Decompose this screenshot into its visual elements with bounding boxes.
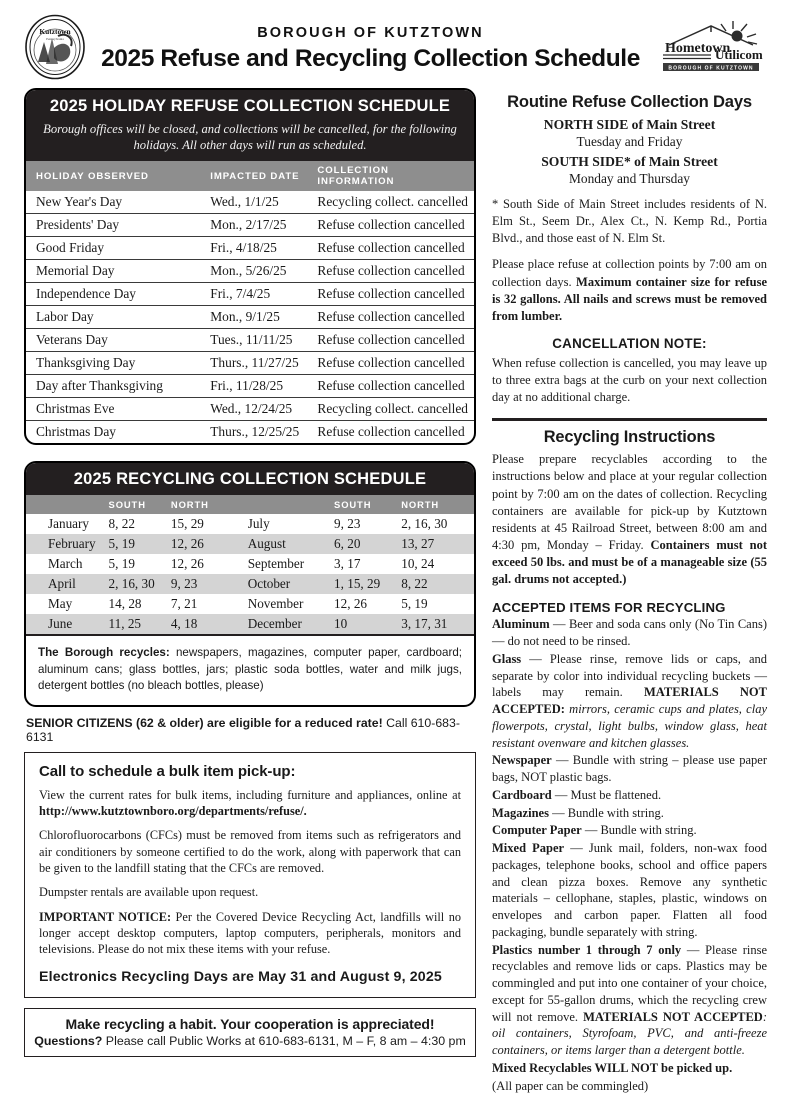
south-cell: 8, 22 (105, 514, 167, 534)
svg-text:Hometown: Hometown (665, 41, 731, 56)
south-side-label: SOUTH SIDE* of Main Street (492, 154, 767, 170)
recycling-panel-title: 2025 RECYCLING COLLECTION SCHEDULE (36, 470, 464, 489)
page-header (24, 8, 767, 86)
item-label: Cardboard (492, 788, 552, 802)
month-cell: November (244, 594, 330, 614)
bulk-pickup-title: Call to schedule a bulk item pick-up: (39, 763, 461, 780)
accepted-item-plastics (492, 942, 767, 1059)
holiday-date: Tues., 11/11/25 (200, 329, 307, 352)
table-row (26, 534, 474, 554)
hometown-utilicom-logo-icon (655, 19, 767, 75)
north-side-days: Tuesday and Friday (492, 134, 767, 150)
holiday-info: Refuse collection cancelled (307, 260, 474, 283)
holiday-table-body (26, 191, 474, 443)
accepted-items-heading: ACCEPTED ITEMS FOR RECYCLING (492, 600, 767, 615)
recycling-col-north-2: NORTH (397, 495, 474, 514)
holiday-name: Labor Day (26, 306, 200, 329)
table-row (26, 352, 474, 375)
holiday-info: Refuse collection cancelled (307, 306, 474, 329)
item-text: — Must be flattened. (552, 788, 661, 802)
holiday-info: Refuse collection cancelled (307, 237, 474, 260)
holiday-date: Fri., 7/4/25 (200, 283, 307, 306)
senior-bold-text: SENIOR CITIZENS (62 & older) are eligible for a reduced rate! (26, 716, 383, 730)
holiday-panel-header (26, 90, 474, 161)
accepted-item-cardboard (492, 787, 767, 804)
holiday-table (26, 161, 474, 443)
month-cell: January (26, 514, 105, 534)
month-cell: October (244, 574, 330, 594)
important-notice-label: IMPORTANT NOTICE: (39, 910, 171, 924)
north-cell: 12, 26 (167, 534, 244, 554)
holiday-col-info: COLLECTION INFORMATION (307, 161, 474, 191)
footer-questions-label: Questions? (34, 1034, 102, 1048)
table-row (26, 237, 474, 260)
month-cell: March (26, 554, 105, 574)
holiday-info: Refuse collection cancelled (307, 214, 474, 237)
holiday-name: New Year's Day (26, 191, 200, 214)
footer-questions-text: Please call Public Works at 610-683-6131, M – F, 8 am – 4:30 pm (102, 1034, 465, 1048)
holiday-info: Refuse collection cancelled (307, 421, 474, 444)
recycling-instructions-heading: Recycling Instructions (492, 428, 767, 447)
north-cell: 15, 29 (167, 514, 244, 534)
item-label: Newspaper (492, 753, 552, 767)
item-label: Mixed Paper (492, 841, 564, 855)
svg-text:Pennsylvania: Pennsylvania (46, 37, 64, 41)
south-cell: 14, 28 (105, 594, 167, 614)
holiday-date: Fri., 4/18/25 (200, 237, 307, 260)
recycling-panel-header (26, 463, 474, 495)
south-cell: 12, 26 (330, 594, 397, 614)
holiday-name: Day after Thanksgiving (26, 375, 200, 398)
month-cell: December (244, 614, 330, 634)
borough-seal-icon (24, 14, 86, 80)
recycling-note (26, 634, 474, 704)
holiday-name: Independence Day (26, 283, 200, 306)
holiday-schedule-panel (24, 88, 476, 445)
recycling-col-south-1: SOUTH (105, 495, 167, 514)
holiday-date: Mon., 9/1/25 (200, 306, 307, 329)
south-cell: 3, 17 (330, 554, 397, 574)
bulk-rates-url[interactable]: http://www.kutztownboro.org/departments/refuse/. (39, 804, 307, 818)
svg-text:Utilicom: Utilicom (715, 47, 763, 62)
mixed-recyclables-bold: Mixed Recyclables WILL NOT be picked up. (492, 1061, 732, 1075)
north-cell: 8, 22 (397, 574, 474, 594)
holiday-info: Recycling collect. cancelled (307, 398, 474, 421)
item-text: — Bundle with string. (549, 806, 664, 820)
south-cell: 6, 20 (330, 534, 397, 554)
electronics-recycling-days: Electronics Recycling Days are May 31 and August 9, 2025 (39, 969, 461, 985)
table-row (26, 191, 474, 214)
logo-subtitle: BOROUGH OF KUTZTOWN (668, 65, 753, 71)
accepted-item-aluminum (492, 616, 767, 650)
table-row (26, 594, 474, 614)
north-cell: 10, 24 (397, 554, 474, 574)
table-row (26, 306, 474, 329)
holiday-name: Christmas Eve (26, 398, 200, 421)
holiday-col-date: IMPACTED DATE (200, 161, 307, 191)
north-cell: 13, 27 (397, 534, 474, 554)
holiday-name: Good Friday (26, 237, 200, 260)
south-cell: 10 (330, 614, 397, 634)
section-divider (492, 418, 767, 421)
refuse-placement-paragraph (492, 256, 767, 325)
refuse-placement-text: Please place refuse at collection points by 7:00 am on collection days. (492, 257, 767, 288)
month-cell: July (244, 514, 330, 534)
important-notice-text: Per the Covered Device Recycling Act, landfills will no longer accept desktop computers, laptop computers, peripherals, monitors and televisions. Please do not mix these items with your refuse. (39, 910, 461, 957)
table-row (26, 514, 474, 534)
table-row (26, 214, 474, 237)
recycling-schedule-panel (24, 461, 476, 706)
north-cell: 7, 21 (167, 594, 244, 614)
accepted-item-mixed-paper (492, 840, 767, 941)
south-side-days: Monday and Thursday (492, 171, 767, 187)
holiday-date: Mon., 2/17/25 (200, 214, 307, 237)
table-row (26, 614, 474, 634)
senior-citizens-notice (26, 716, 476, 744)
north-cell: 4, 18 (167, 614, 244, 634)
accepted-item-computer-paper (492, 822, 767, 839)
table-row (26, 260, 474, 283)
recycling-table-body (26, 514, 474, 634)
item-text: — Bundle with string – please use paper bags, NOT plastic bags. (492, 753, 767, 784)
item-not-accepted-label: MATERIALS NOT ACCEPTED (583, 1010, 763, 1024)
recycling-table (26, 495, 474, 634)
table-row (26, 398, 474, 421)
item-label: Computer Paper (492, 823, 582, 837)
bulk-rates-text: View the current rates for bulk items, including furniture and appliances, online at (39, 788, 461, 802)
footer-box (24, 1008, 476, 1057)
refuse-placement-bold: Maximum container size for refuse is 32 gallons. All nails and screws must be removed from lumber. (492, 275, 767, 323)
holiday-date: Thurs., 12/25/25 (200, 421, 307, 444)
holiday-date: Fri., 11/28/25 (200, 375, 307, 398)
holiday-date: Wed., 12/24/25 (200, 398, 307, 421)
holiday-info: Refuse collection cancelled (307, 375, 474, 398)
title-block (86, 25, 655, 73)
north-cell: 3, 17, 31 (397, 614, 474, 634)
item-label: Aluminum (492, 617, 550, 631)
holiday-info: Refuse collection cancelled (307, 352, 474, 375)
holiday-name: Presidents' Day (26, 214, 200, 237)
holiday-date: Wed., 1/1/25 (200, 191, 307, 214)
north-cell: 2, 16, 30 (397, 514, 474, 534)
commingled-note: (All paper can be commingled) (492, 1078, 767, 1094)
senior-phone-text: Call 610-683-6131 (26, 716, 460, 744)
item-not-accepted-text: : oil containers, Styrofoam, PVC, and anti-freeze containers, or items larger than a detergent bottle. (492, 1010, 767, 1058)
holiday-table-header-row (26, 161, 474, 191)
page-title: 2025 Refuse and Recycling Collection Schedule (86, 45, 655, 73)
instructions-bold: Containers must not exceed 50 lbs. and must be of a manageable size (55 gal. drums not accepted.) (492, 538, 767, 586)
holiday-info: Refuse collection cancelled (307, 329, 474, 352)
bulk-rates-paragraph (39, 787, 461, 820)
svg-text:Kutztown: Kutztown (39, 27, 70, 36)
south-cell: 5, 19 (105, 554, 167, 574)
item-text: — Junk mail, folders, non-wax food packages, telephone books, school and office papers and clean pizza boxes. Remove any synthetic materials – cellophane, staples, plastic, windows on envelopes and carbon paper. Flatten all food packaging, bundle separately with string. (492, 841, 767, 939)
holiday-info: Recycling collect. cancelled (307, 191, 474, 214)
month-cell: September (244, 554, 330, 574)
north-cell: 5, 19 (397, 594, 474, 614)
recycling-col-month-2 (244, 495, 330, 514)
table-row (26, 329, 474, 352)
footer-slogan: Make recycling a habit. Your cooperation is appreciated! (33, 1016, 467, 1032)
accepted-item-glass (492, 651, 767, 752)
table-row (26, 574, 474, 594)
south-cell: 11, 25 (105, 614, 167, 634)
south-cell: 9, 23 (330, 514, 397, 534)
north-side-label: NORTH SIDE of Main Street (492, 117, 767, 133)
bulk-important-notice (39, 909, 461, 958)
cancellation-note-text: When refuse collection is cancelled, you may leave up to three extra bags at the curb on your next collection day at no additional charge. (492, 355, 767, 406)
page-title-org: BOROUGH OF KUTZTOWN (86, 25, 655, 42)
month-cell: April (26, 574, 105, 594)
holiday-date: Thurs., 11/27/25 (200, 352, 307, 375)
table-row (26, 421, 474, 444)
holiday-name: Memorial Day (26, 260, 200, 283)
accepted-item-newspaper (492, 752, 767, 786)
footer-questions (33, 1034, 467, 1048)
item-not-accepted-text: mirrors, ceramic cups and plates, clay flowerpots, crystal, light bulbs, window glass, heat resistant ovenware and kitchen glasses. (492, 702, 767, 750)
recycling-note-label: The Borough recycles: (38, 646, 170, 659)
routine-collection-heading: Routine Refuse Collection Days (492, 92, 767, 112)
right-column (492, 88, 767, 1094)
south-cell: 1, 15, 29 (330, 574, 397, 594)
recycling-table-header-row (26, 495, 474, 514)
south-cell: 5, 19 (105, 534, 167, 554)
accepted-item-magazines (492, 805, 767, 822)
item-text: — Please rinse, remove lids or caps, and separate by color into individual recycling buckets — labels may remain. (492, 652, 767, 700)
holiday-panel-title: 2025 HOLIDAY REFUSE COLLECTION SCHEDULE (36, 97, 464, 116)
recycling-col-north-1: NORTH (167, 495, 244, 514)
holiday-panel-subtitle: Borough offices will be closed, and collections will be cancelled, for the following holidays. All other days will run as scheduled. (36, 121, 464, 153)
left-column (24, 88, 476, 1094)
holiday-date: Mon., 5/26/25 (200, 260, 307, 283)
table-row (26, 375, 474, 398)
item-text: — Please rinse recyclables and remove lids or caps. Plastics may be commingled and put into one container of your choice, except for 55-gallon drums, which the recycling crew will not remove. (492, 943, 767, 1024)
bulk-pickup-box (24, 752, 476, 998)
recycling-instructions-text (492, 451, 767, 588)
recycling-col-month-1 (26, 495, 105, 514)
cancellation-note-heading: CANCELLATION NOTE: (492, 336, 767, 351)
south-cell: 2, 16, 30 (105, 574, 167, 594)
bulk-dumpster-paragraph: Dumpster rentals are available upon request. (39, 884, 461, 900)
north-cell: 12, 26 (167, 554, 244, 574)
item-text: — Beer and soda cans only (No Tin Cans) — do not need to be rinsed. (492, 617, 767, 648)
bulk-cfc-paragraph: Chlorofluorocarbons (CFCs) must be removed from items such as refrigerators and air conditioners by someone certified to do the work, along with paperwork that can be given to the landfill stating that the CFCs are removed. (39, 827, 461, 876)
item-label: Plastics number 1 through 7 only (492, 943, 681, 957)
mixed-recyclables-warning (492, 1060, 767, 1077)
north-cell: 9, 23 (167, 574, 244, 594)
month-cell: February (26, 534, 105, 554)
holiday-name: Christmas Day (26, 421, 200, 444)
item-label: Glass (492, 652, 521, 666)
south-side-footnote: * South Side of Main Street includes residents of N. Elm St., Seem Dr., Alex Ct., N. Kemp Rd., Portia Blvd., and those east of N. Elm St. (492, 196, 767, 247)
month-cell: May (26, 594, 105, 614)
holiday-col-holiday: HOLIDAY OBSERVED (26, 161, 200, 191)
item-not-accepted-label: MATERIALS NOT ACCEPTED: (492, 685, 767, 716)
table-row (26, 283, 474, 306)
month-cell: June (26, 614, 105, 634)
holiday-name: Veterans Day (26, 329, 200, 352)
table-row (26, 554, 474, 574)
holiday-name: Thanksgiving Day (26, 352, 200, 375)
holiday-info: Refuse collection cancelled (307, 283, 474, 306)
instructions-body: Please prepare recyclables according to the instructions below and place at your regular collection point by 7:00 am on the dates of collection. Recycling containers are available for pick-up by Kutztown residents at 45 Railroad Street, between 8:00 am and 4:30 pm, Monday – Friday. (492, 452, 767, 552)
recycling-note-text: newspapers, magazines, computer paper, cardboard; aluminum cans; glass bottles, jars; plastic soda bottles, water and milk jugs, detergent bottles (no bleach bottles, please) (38, 646, 462, 692)
recycling-col-south-2: SOUTH (330, 495, 397, 514)
item-text: — Bundle with string. (582, 823, 697, 837)
month-cell: August (244, 534, 330, 554)
item-label: Magazines (492, 806, 549, 820)
